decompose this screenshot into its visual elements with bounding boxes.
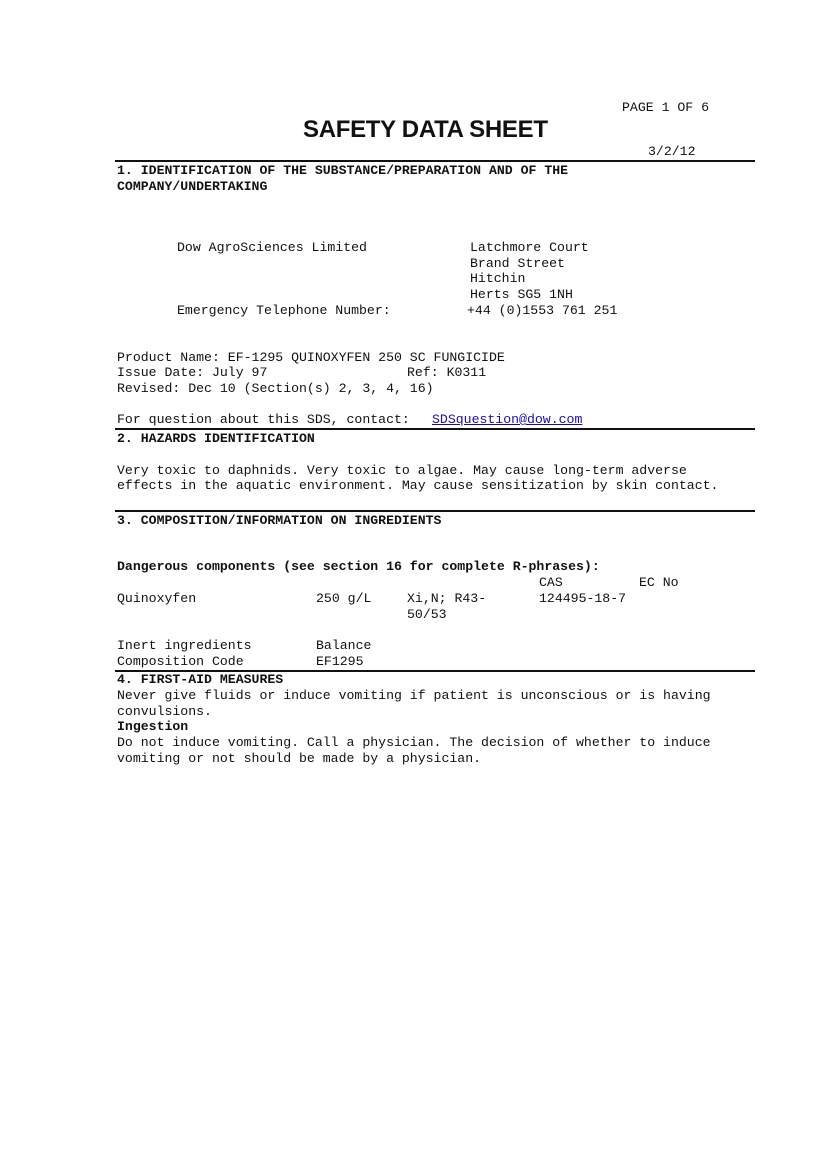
component-concentration: 250 g/L xyxy=(316,591,372,606)
section-divider xyxy=(115,510,755,512)
ec-column-header: EC No xyxy=(639,575,679,590)
component-classification: 50/53 xyxy=(407,607,447,622)
dangerous-components-heading: Dangerous components (see section 16 for complete R-phrases): xyxy=(117,559,600,574)
product-name: Product Name: EF-1295 QUINOXYFEN 250 SC FUNGICIDE xyxy=(117,350,505,365)
composition-code-value: EF1295 xyxy=(316,654,364,669)
emergency-phone-label: Emergency Telephone Number: xyxy=(177,303,391,318)
ingestion-text-line2: vomiting or not should be made by a physician. xyxy=(117,751,482,766)
document-title: SAFETY DATA SHEET xyxy=(303,116,548,143)
address-line: Brand Street xyxy=(470,256,565,271)
address-line: Herts SG5 1NH xyxy=(470,287,573,302)
ingestion-text-line1: Do not induce vomiting. Call a physician. The decision of whether to induce xyxy=(117,735,711,750)
cas-column-header: CAS xyxy=(539,575,563,590)
contact-email-link[interactable]: SDSquestion@dow.com xyxy=(432,412,583,427)
reference-number: Ref: K0311 xyxy=(407,365,487,380)
address-line: Hitchin xyxy=(470,271,526,286)
section-divider xyxy=(115,160,755,162)
section-1-heading-line1: 1. IDENTIFICATION OF THE SUBSTANCE/PREPARATION AND OF THE xyxy=(117,163,569,178)
hazards-text-line2: effects in the aquatic environment. May cause sensitization by skin contact. xyxy=(117,478,719,493)
document-date: 3/2/12 xyxy=(648,144,696,159)
composition-code-label: Composition Code xyxy=(117,654,244,669)
component-name: Quinoxyfen xyxy=(117,591,197,606)
contact-label: For question about this SDS, contact: xyxy=(117,412,410,427)
first-aid-text-line2: convulsions. xyxy=(117,704,212,719)
hazards-text-line1: Very toxic to daphnids. Very toxic to algae. May cause long-term adverse xyxy=(117,463,687,478)
address-line: Latchmore Court xyxy=(470,240,589,255)
page-number: PAGE 1 OF 6 xyxy=(622,100,710,115)
component-classification: Xi,N; R43- xyxy=(407,591,487,606)
company-name: Dow AgroSciences Limited xyxy=(177,240,367,255)
inert-ingredients-value: Balance xyxy=(316,638,372,653)
emergency-phone-number: +44 (0)1553 761 251 xyxy=(467,303,618,318)
section-2-heading: 2. HAZARDS IDENTIFICATION xyxy=(117,431,315,446)
section-3-heading: 3. COMPOSITION/INFORMATION ON INGREDIENTS xyxy=(117,513,442,528)
component-cas-number: 124495-18-7 xyxy=(539,591,627,606)
section-4-heading: 4. FIRST-AID MEASURES xyxy=(117,672,284,687)
inert-ingredients-label: Inert ingredients xyxy=(117,638,252,653)
section-divider xyxy=(115,428,755,430)
section-1-heading-line2: COMPANY/UNDERTAKING xyxy=(117,179,268,194)
ingestion-heading: Ingestion xyxy=(117,719,189,734)
issue-date: Issue Date: July 97 xyxy=(117,365,268,380)
revision-info: Revised: Dec 10 (Section(s) 2, 3, 4, 16) xyxy=(117,381,434,396)
first-aid-text-line1: Never give fluids or induce vomiting if patient is unconscious or is having xyxy=(117,688,711,703)
